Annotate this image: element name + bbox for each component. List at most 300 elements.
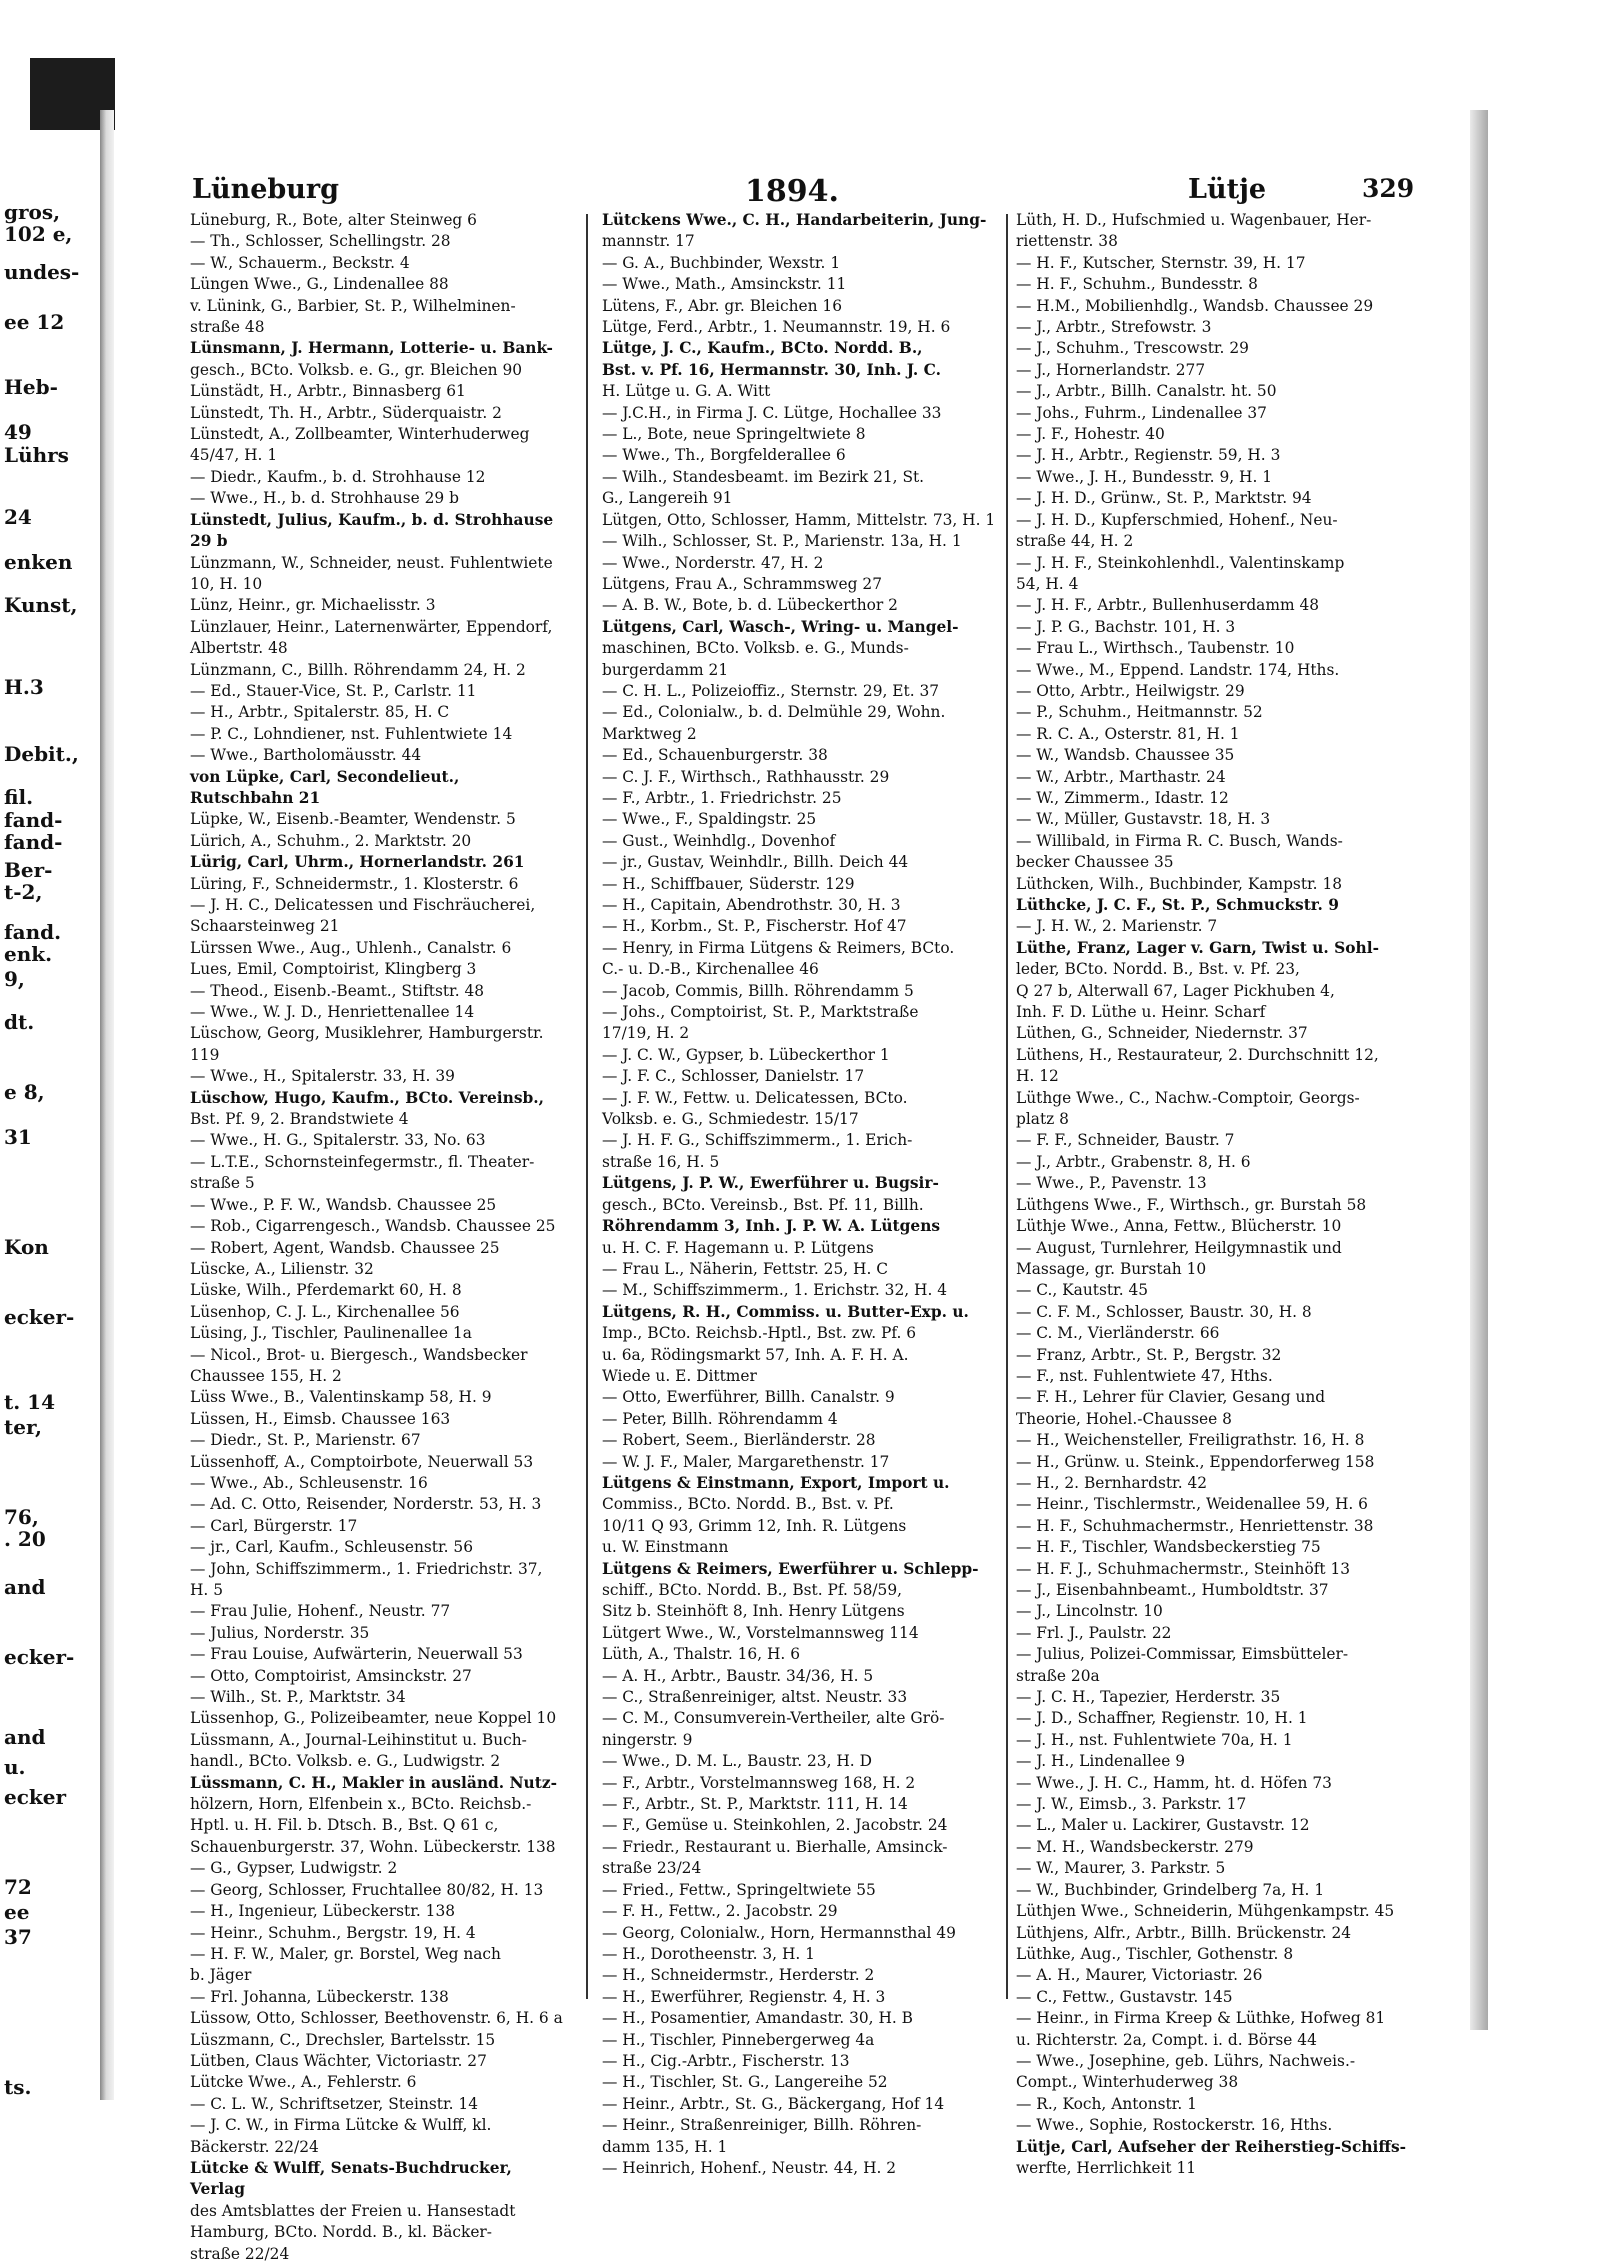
directory-entry: — H., Tischler, Pinnebergerweg 4a [602, 2030, 875, 2049]
directory-entry: schiff., BCto. Nordd. B., Bst. Pf. 58/59, [602, 1581, 903, 1599]
directory-entry: von Lüpke, Carl, Secondelieut., Rutschbahn 21 [190, 767, 460, 807]
directory-entry: — August, Turnlehrer, Heilgymnastik und [1016, 1238, 1342, 1257]
directory-entry: — J. H., Arbtr., Regienstr. 59, H. 3 [1016, 446, 1281, 465]
directory-entry: — Wwe., P., Pavenstr. 13 [1016, 1174, 1207, 1193]
facing-page-text: . 20 [4, 1527, 46, 1551]
facing-page-text: ee [4, 1900, 30, 1924]
facing-page-text: dt. [4, 1010, 35, 1034]
facing-page-text: Lührs [4, 443, 69, 467]
directory-entry: — J., Hornerlandstr. 277 [1016, 360, 1206, 379]
directory-entry: mannstr. 17 [602, 232, 695, 251]
directory-entry: — Heinr., Schuhm., Bergstr. 19, H. 4 [190, 1923, 476, 1942]
directory-entry: — Nicol., Brot- u. Biergesch., Wandsbecker [190, 1345, 528, 1364]
directory-entry: Lünstedt, A., Zollbeamter, Winterhuderweg [190, 425, 530, 444]
directory-entry: Lütgens, Frau A., Schrammsweg 27 [602, 574, 882, 593]
directory-entry: — F. F., Schneider, Baustr. 7 [1016, 1131, 1235, 1150]
directory-entry: — H. F., Tischler, Wandsbeckerstieg 75 [1016, 1538, 1321, 1557]
directory-entry: Lütgens, R. H., Commiss. u. Butter-Exp. u. [602, 1302, 969, 1321]
directory-entry: — Willibald, in Firma R. C. Busch, Wands- [1016, 831, 1343, 850]
directory-entry: Lüthcke, J. C. F., St. P., Schmuckstr. 9 [1016, 896, 1339, 914]
directory-entry: Lütckens Wwe., C. H., Handarbeiterin, Jung- [602, 211, 987, 229]
directory-entry: Lürig, Carl, Uhrm., Hornerlandstr. 261 [190, 853, 525, 872]
directory-entry: — H., Capitain, Abendrothstr. 30, H. 3 [602, 896, 901, 914]
directory-entry: — W. J. F., Maler, Margarethenstr. 17 [602, 1452, 890, 1471]
directory-entry: hölzern, Horn, Elfenbein x., BCto. Reichsb.- [190, 1795, 532, 1814]
page-number: 329 [1362, 174, 1415, 203]
directory-entry: — H., Arbtr., Spitalerstr. 85, H. C [190, 703, 450, 722]
directory-entry: — F., Gemüse u. Steinkohlen, 2. Jacobstr. 24 [602, 1816, 948, 1835]
directory-entry: — Theod., Eisenb.-Beamt., Stiftstr. 48 [190, 981, 485, 1000]
facing-page-text: fand- [4, 808, 63, 832]
directory-entry: — C. M., Vierländerstr. 66 [1016, 1324, 1220, 1343]
directory-entry: — Johs., Fuhrm., Lindenallee 37 [1016, 403, 1267, 422]
directory-entry: Chaussee 155, H. 2 [190, 1366, 342, 1385]
directory-entry: — J. C. W., Gypser, b. Lübeckerthor 1 [602, 1045, 890, 1064]
directory-entry: — Heinr., Arbtr., St. G., Bäckergang, Hof 14 [602, 2094, 945, 2113]
directory-entry: — H., Tischler, St. G., Langereihe 52 [602, 2073, 888, 2092]
directory-entry: — W., Buchbinder, Grindelberg 7a, H. 1 [1016, 1880, 1325, 1899]
facing-page-text: u. [4, 1755, 26, 1779]
directory-entry: Inh. F. D. Lüthe u. Heinr. Scharf [1016, 1003, 1266, 1022]
facing-page-text: ecker- [4, 1645, 75, 1669]
directory-entry: — F., Arbtr., Vorstelmannsweg 168, H. 2 [602, 1773, 916, 1792]
directory-entry: Lütgert Wwe., W., Vorstelmannsweg 114 [602, 1623, 919, 1642]
facing-page-text: 37 [4, 1925, 32, 1949]
directory-entry: — Otto, Comptoirist, Amsinckstr. 27 [190, 1666, 472, 1685]
directory-entry: — H., Ewerführer, Regienstr. 4, H. 3 [602, 1987, 886, 2006]
directory-entry: — Ad. C. Otto, Reisender, Norderstr. 53, H. 3 [190, 1495, 542, 1514]
directory-entry: — H., Schiffbauer, Süderstr. 129 [602, 874, 855, 893]
directory-entry: straße 44, H. 2 [1016, 532, 1134, 551]
directory-entry: — Wwe., J. H., Bundesstr. 9, H. 1 [1016, 467, 1273, 486]
directory-entry: — Wwe., Norderstr. 47, H. 2 [602, 553, 824, 572]
facing-page-text: Ber- [4, 858, 53, 882]
directory-entry: Albertstr. 48 [190, 639, 288, 658]
directory-entry: Bäckerstr. 22/24 [190, 2137, 319, 2156]
directory-entry: Lüthge Wwe., C., Nachw.-Comptoir, Georgs- [1016, 1088, 1360, 1107]
directory-entry: — J., Eisenbahnbeamt., Humboldtstr. 37 [1016, 1581, 1329, 1599]
directory-entry: — Wwe., F., Spaldingstr. 25 [602, 810, 817, 829]
facing-page-text: ee 12 [4, 310, 65, 334]
directory-entry: Lüssow, Otto, Schlosser, Beethovenstr. 6, H. 6 a [190, 2009, 563, 2028]
directory-entry: — Robert, Seem., Bierländerstr. 28 [602, 1431, 876, 1450]
directory-entry: — L., Maler u. Lackirer, Gustavstr. 12 [1016, 1816, 1310, 1835]
directory-entry: — Wwe., Ab., Schleusenstr. 16 [190, 1473, 428, 1492]
directory-entry: — Frau L., Näherin, Fettstr. 25, H. C [602, 1259, 889, 1278]
column-left [190, 210, 568, 2263]
directory-entry: straße 48 [190, 318, 265, 337]
directory-entry: — F., nst. Fuhlentwiete 47, Hths. [1016, 1366, 1273, 1385]
directory-entry: — John, Schiffszimmerm., 1. Friedrichstr. 37, [190, 1559, 543, 1578]
directory-entry: — H.M., Mobilienhdlg., Wandsb. Chaussee 29 [1016, 296, 1374, 315]
directory-entry: — J., Arbtr., Billh. Canalstr. ht. 50 [1016, 382, 1277, 401]
facing-page-text: ecker [4, 1785, 67, 1809]
directory-entry: — Heinr., Straßenreiniger, Billh. Röhren- [602, 2116, 922, 2135]
directory-entry: H. 5 [190, 1581, 223, 1599]
facing-page-text: Kunst, [4, 593, 78, 617]
directory-entry: G., Langereih 91 [602, 489, 733, 508]
directory-entry: straße 16, H. 5 [602, 1152, 720, 1171]
facing-page-text: 24 [4, 505, 32, 529]
directory-entry: — W., Wandsb. Chaussee 35 [1016, 746, 1235, 765]
running-head-right: Lütje [1188, 174, 1267, 205]
directory-entry: — J. H. C., Delicatessen und Fischräucherei, [190, 896, 536, 914]
directory-entry: Lüsenhop, C. J. L., Kirchenallee 56 [190, 1302, 460, 1321]
page-edge [1470, 110, 1488, 2030]
directory-entry: Bst. Pf. 9, 2. Brandstwiete 4 [190, 1110, 409, 1129]
facing-page-text: enk. [4, 942, 53, 966]
directory-entry: — J. H. F., Arbtr., Bullenhuserdamm 48 [1016, 596, 1320, 615]
directory-entry: — jr., Gustav, Weinhdlr., Billh. Deich 44 [602, 853, 909, 872]
directory-entry: 17/19, H. 2 [602, 1024, 690, 1043]
directory-entry: — Wwe., H. G., Spitalerstr. 33, No. 63 [190, 1131, 486, 1150]
facing-page-text: 102 e, [4, 222, 73, 246]
directory-entry: Lüthke, Aug., Tischler, Gothenstr. 8 [1016, 1944, 1294, 1963]
directory-entry: Lüthens, H., Restaurateur, 2. Durchschnitt 12, [1016, 1045, 1379, 1064]
directory-entry: — Wwe., Bartholomäusstr. 44 [190, 746, 422, 765]
facing-page-text: fand- [4, 830, 63, 854]
directory-entry: Lütcke Wwe., A., Fehlerstr. 6 [190, 2073, 417, 2092]
directory-entry: 10/11 Q 93, Grimm 12, Inh. R. Lütgens [602, 1516, 907, 1535]
directory-entry: — J. C. H., Tapezier, Herderstr. 35 [1016, 1688, 1281, 1707]
directory-entry: — J., Arbtr., Grabenstr. 8, H. 6 [1016, 1152, 1251, 1171]
directory-entry: Bst. v. Pf. 16, Hermannstr. 30, Inh. J. C. [602, 360, 941, 379]
directory-entry: — J. W., Eimsb., 3. Parkstr. 17 [1016, 1795, 1247, 1814]
directory-entry: — J. H. F. G., Schiffszimmerm., 1. Erich- [602, 1131, 913, 1150]
directory-entry: — H., Ingenieur, Lübeckerstr. 138 [190, 1902, 456, 1921]
facing-page-text: 72 [4, 1875, 32, 1899]
directory-entry: — C. M., Consumverein-Vertheiler, alte Grö- [602, 1709, 945, 1728]
directory-entry: — H. F., Schuhm., Bundesstr. 8 [1016, 275, 1258, 294]
directory-entry: Lütens, F., Abr. gr. Bleichen 16 [602, 296, 842, 315]
directory-entry: — H., Grünw. u. Steink., Eppendorferweg 158 [1016, 1452, 1375, 1471]
directory-entry: — J., Schuhm., Trescowstr. 29 [1016, 339, 1249, 358]
directory-entry: Sitz b. Steinhöft 8, Inh. Henry Lütgens [602, 1602, 905, 1621]
directory-entry: Lütje, Carl, Aufseher der Reiherstieg-Schiffs- [1016, 2137, 1407, 2156]
directory-entry: becker Chaussee 35 [1016, 853, 1174, 872]
directory-entry: — Otto, Ewerführer, Billh. Canalstr. 9 [602, 1388, 895, 1407]
directory-entry: — J. F. W., Fettw. u. Delicatessen, BCto. [602, 1088, 908, 1107]
directory-entry: — Heinr., Tischlermstr., Weidenallee 59, H. 6 [1016, 1495, 1368, 1514]
directory-entry: — H. F. W., Maler, gr. Borstel, Weg nach [190, 1944, 501, 1963]
directory-entry: Lüthgens Wwe., F., Wirthsch., gr. Burstah 58 [1016, 1195, 1367, 1214]
directory-entry: ningerstr. 9 [602, 1730, 693, 1749]
directory-entry: — A. H., Arbtr., Baustr. 34/36, H. 5 [602, 1666, 874, 1685]
directory-entry: Lütge, J. C., Kaufm., BCto. Nordd. B., [602, 339, 923, 358]
directory-entry: Lünstädt, H., Arbtr., Binnasberg 61 [190, 382, 466, 401]
directory-entry: — J.C.H., in Firma J. C. Lütge, Hochallee 33 [602, 403, 942, 422]
directory-entry: Lünz, Heinr., gr. Michaelisstr. 3 [190, 596, 436, 615]
directory-entry: — H. F., Schuhmachermstr., Henriettenstr. 38 [1016, 1516, 1374, 1535]
directory-entry: Lues, Emil, Comptoirist, Klingberg 3 [190, 960, 477, 979]
directory-entry: Hamburg, BCto. Nordd. B., kl. Bäcker- [190, 2223, 492, 2242]
directory-entry: Lüth, A., Thalstr. 16, H. 6 [602, 1645, 800, 1664]
facing-page-text: t. 14 [4, 1390, 55, 1414]
directory-entry: Volksb. e. G., Schmiedestr. 15/17 [602, 1110, 859, 1129]
book-gutter [100, 110, 114, 2100]
directory-entry: Commiss., BCto. Nordd. B., Bst. v. Pf. [602, 1495, 894, 1514]
facing-page-text: fand. [4, 920, 62, 944]
directory-entry: Lünstedt, Julius, Kaufm., b. d. Strohhause 29 b [190, 510, 554, 551]
directory-entry: — Wwe., M., Eppend. Landstr. 174, Hths. [1016, 660, 1340, 679]
directory-entry: Lütben, Claus Wächter, Victoriastr. 27 [190, 2051, 487, 2070]
directory-entry: Q 27 b, Alterwall 67, Lager Pickhuben 4, [1016, 981, 1335, 1000]
column-middle [602, 210, 998, 2177]
directory-entry: — Wilh., Schlosser, St. P., Marienstr. 13a, H. 1 [602, 532, 962, 551]
directory-entry: Lüsing, J., Tischler, Paulinenallee 1a [190, 1324, 472, 1343]
directory-entry: — H., 2. Bernhardstr. 42 [1016, 1473, 1208, 1492]
directory-entry: 10, H. 10 [190, 574, 263, 593]
directory-entry: Lürssen Wwe., Aug., Uhlenh., Canalstr. 6 [190, 938, 512, 957]
directory-entry: werfte, Herrlichkeit 11 [1016, 2158, 1197, 2177]
directory-entry: — Robert, Agent, Wandsb. Chaussee 25 [190, 1238, 500, 1257]
directory-entry: Lütge, Ferd., Arbtr., 1. Neumannstr. 19, H. 6 [602, 318, 951, 337]
directory-entry: — H., Korbm., St. P., Fischerstr. Hof 47 [602, 917, 907, 936]
facing-page-text: H.3 [4, 675, 44, 699]
directory-entry: — Wwe., Josephine, geb. Lührs, Nachweis.- [1016, 2051, 1356, 2070]
directory-entry: Lüneburg, R., Bote, alter Steinweg 6 [190, 211, 477, 229]
facing-page-text: fil. [4, 785, 34, 809]
directory-entry: — Frl. J., Paulstr. 22 [1016, 1623, 1172, 1642]
directory-entry: Röhrendamm 3, Inh. J. P. W. A. Lütgens [602, 1217, 941, 1236]
directory-entry: Wiede u. E. Dittmer [602, 1366, 757, 1385]
directory-entry: C.- u. D.-B., Kirchenallee 46 [602, 960, 819, 979]
directory-entry: — J. H. D., Grünw., St. P., Marktstr. 94 [1016, 489, 1312, 508]
directory-entry: Lünsmann, J. Hermann, Lotterie- u. Bank- [190, 339, 553, 358]
facing-page-text: ecker- [4, 1305, 75, 1329]
directory-entry: gesch., BCto. Vereinsb., Bst. Pf. 11, Billh. [602, 1195, 924, 1214]
page-header [190, 170, 1420, 214]
facing-page-text: ts. [4, 2075, 32, 2099]
directory-entry: — H. F., Kutscher, Sternstr. 39, H. 17 [1016, 253, 1306, 272]
facing-page-text: Heb- [4, 375, 58, 399]
directory-entry: Lüring, F., Schneidermstr., 1. Klosterstr. 6 [190, 874, 519, 893]
directory-entry: Lüssmann, C. H., Makler in ausländ. Nutz- [190, 1773, 557, 1792]
directory-entry: — Franz, Arbtr., St. P., Bergstr. 32 [1016, 1345, 1282, 1364]
directory-entry: — Georg, Schlosser, Fruchtallee 80/82, H. 13 [190, 1880, 544, 1899]
directory-entry: Lüss Wwe., B., Valentinskamp 58, H. 9 [190, 1388, 492, 1407]
directory-entry: — Frau Julie, Hohenf., Neustr. 77 [190, 1602, 451, 1621]
directory-entry: Compt., Winterhuderweg 38 [1016, 2073, 1239, 2092]
directory-entry: v. Lünink, G., Barbier, St. P., Wilhelminen- [190, 296, 516, 315]
directory-entry: — Wwe., D. M. L., Baustr. 23, H. D [602, 1752, 872, 1771]
directory-entry: — Georg, Colonialw., Horn, Hermannsthal 49 [602, 1923, 956, 1942]
directory-entry: — W., Schauerm., Beckstr. 4 [190, 253, 410, 272]
directory-entry: — R., Koch, Antonstr. 1 [1016, 2094, 1197, 2113]
directory-entry: — J. C. W., in Firma Lütcke & Wulff, kl. [190, 2116, 492, 2135]
directory-entry: u. H. C. F. Hagemann u. P. Lütgens [602, 1238, 874, 1257]
directory-entry: Theorie, Hohel.-Chaussee 8 [1016, 1409, 1232, 1428]
directory-entry: burgerdamm 21 [602, 660, 729, 679]
directory-entry: — J. H., Lindenallee 9 [1016, 1752, 1185, 1771]
column-right [1016, 210, 1420, 2177]
directory-entry: — Diedr., St. P., Marienstr. 67 [190, 1431, 421, 1450]
directory-entry: Lütgens & Reimers, Ewerführer u. Schlepp- [602, 1559, 979, 1578]
directory-entry: Lüthcken, Wilh., Buchbinder, Kampstr. 18 [1016, 874, 1343, 893]
directory-entry: — L.T.E., Schornsteinfegermstr., fl. Theater- [190, 1152, 535, 1171]
directory-entry: — J., Lincolnstr. 10 [1016, 1602, 1163, 1621]
directory-entry: — Julius, Polizei-Commissar, Eimsbütteler- [1016, 1645, 1349, 1664]
directory-entry: — C. H. L., Polizeioffiz., Sternstr. 29, Et. 37 [602, 681, 940, 700]
directory-entry: — jr., Carl, Kaufm., Schleusenstr. 56 [190, 1538, 474, 1557]
directory-entry: — J. H., nst. Fuhlentwiete 70a, H. 1 [1016, 1730, 1293, 1749]
running-head-left: Lüneburg [192, 174, 340, 205]
directory-entry: 54, H. 4 [1016, 574, 1079, 593]
directory-entry: — M., Schiffszimmerm., 1. Erichstr. 32, H. 4 [602, 1281, 948, 1300]
directory-entry: — A. H., Maurer, Victoriastr. 26 [1016, 1966, 1263, 1985]
directory-entry: H. 12 [1016, 1067, 1059, 1086]
directory-entry: H. Lütge u. G. A. Witt [602, 382, 771, 401]
directory-entry: — Frau L., Wirthsch., Taubenstr. 10 [1016, 639, 1295, 658]
directory-columns [190, 210, 1420, 2263]
directory-entry: — Jacob, Commis, Billh. Röhrendamm 5 [602, 981, 914, 1000]
directory-entry: — H., Cig.-Arbtr., Fischerstr. 13 [602, 2051, 850, 2070]
facing-page-text: t-2, [4, 880, 43, 904]
directory-entry: Lütgens & Einstmann, Export, Import u. [602, 1473, 950, 1492]
directory-entry: — J. H. D., Kupferschmied, Hohenf., Neu- [1016, 510, 1338, 529]
directory-entry: Lüssen, H., Eimsb. Chaussee 163 [190, 1409, 451, 1428]
directory-entry: — C., Fettw., Gustavstr. 145 [1016, 1987, 1233, 2006]
directory-entry: 45/47, H. 1 [190, 446, 278, 465]
directory-entry: — Rob., Cigarrengesch., Wandsb. Chaussee 25 [190, 1217, 556, 1236]
directory-entry: riettenstr. 38 [1016, 232, 1118, 251]
directory-entry: maschinen, BCto. Volksb. e. G., Munds- [602, 639, 909, 658]
directory-entry: Lüthen, G., Schneider, Niedernstr. 37 [1016, 1024, 1308, 1043]
directory-entry: Lütgens, Carl, Wasch-, Wring- u. Mangel- [602, 617, 959, 636]
directory-entry: Lüscke, A., Lilienstr. 32 [190, 1259, 374, 1278]
facing-page-text: 31 [4, 1125, 32, 1149]
directory-entry: leder, BCto. Nordd. B., Bst. v. Pf. 23, [1016, 960, 1300, 979]
directory-entry: — R. C. A., Osterstr. 81, H. 1 [1016, 724, 1240, 743]
directory-entry: — J. D., Schaffner, Regienstr. 10, H. 1 [1016, 1709, 1308, 1728]
directory-entry: damm 135, H. 1 [602, 2137, 728, 2156]
directory-entry: Lüssenhop, G., Polizeibeamter, neue Koppel 10 [190, 1709, 557, 1728]
facing-page-text: Debit., [4, 742, 79, 766]
scan-margin [0, 0, 1600, 56]
directory-entry: — Peter, Billh. Röhrendamm 4 [602, 1409, 838, 1428]
directory-entry: — Wwe., W. J. D., Henriettenallee 14 [190, 1003, 475, 1022]
directory-entry: — C., Straßenreiniger, altst. Neustr. 33 [602, 1688, 908, 1707]
directory-entry: — Ed., Stauer-Vice, St. P., Carlstr. 11 [190, 681, 477, 700]
directory-entry: straße 20a [1016, 1666, 1100, 1685]
directory-entry: — Johs., Comptoirist, St. P., Marktstraße [602, 1003, 919, 1022]
directory-entry: — F. H., Lehrer für Clavier, Gesang und [1016, 1388, 1326, 1407]
directory-entry: Lüthjen Wwe., Schneiderin, Mühgenkampstr. 45 [1016, 1902, 1395, 1921]
directory-entry: — L., Bote, neue Springeltwiete 8 [602, 425, 866, 444]
facing-page-text: 9, [4, 967, 25, 991]
directory-entry: Lünstedt, Th. H., Arbtr., Süderquaistr. 2 [190, 403, 502, 422]
directory-entry: gesch., BCto. Volksb. e. G., gr. Bleichen 90 [190, 360, 523, 379]
directory-entry: u. Richterstr. 2a, Compt. i. d. Börse 44 [1016, 2030, 1317, 2049]
directory-entry: — W., Arbtr., Marthastr. 24 [1016, 767, 1226, 786]
directory-entry: — Wwe., P. F. W., Wandsb. Chaussee 25 [190, 1195, 497, 1214]
directory-entry: handl., BCto. Volksb. e. G., Ludwigstr. 2 [190, 1752, 501, 1771]
directory-entry: platz 8 [1016, 1110, 1069, 1129]
directory-entry: Lüszmann, C., Drechsler, Bartelsstr. 15 [190, 2030, 496, 2049]
directory-entry: — Wwe., H., b. d. Strohhause 29 b [190, 489, 459, 508]
directory-entry: — J. F., Hohestr. 40 [1016, 425, 1165, 444]
directory-entry: b. Jäger [190, 1966, 252, 1985]
directory-entry: — J. H. W., 2. Marienstr. 7 [1016, 917, 1218, 936]
directory-entry: Lüthje Wwe., Anna, Fettw., Blücherstr. 10 [1016, 1217, 1342, 1236]
directory-entry: u. W. Einstmann [602, 1538, 729, 1557]
facing-page-text: undes- [4, 260, 80, 284]
directory-entry: straße 23/24 [602, 1859, 702, 1878]
directory-entry: — C., Kautstr. 45 [1016, 1281, 1149, 1300]
directory-entry: des Amtsblattes der Freien u. Hansestadt [190, 2201, 516, 2220]
directory-entry: — W., Maurer, 3. Parkstr. 5 [1016, 1859, 1226, 1878]
directory-entry: — H., Dorotheenstr. 3, H. 1 [602, 1944, 815, 1963]
directory-entry: — C. F. M., Schlosser, Baustr. 30, H. 8 [1016, 1302, 1312, 1321]
directory-entry: — H., Posamentier, Amandastr. 30, H. B [602, 2009, 913, 2028]
directory-entry: straße 22/24 [190, 2244, 290, 2263]
directory-entry: — Diedr., Kaufm., b. d. Strohhause 12 [190, 467, 486, 486]
directory-entry: — J. P. G., Bachstr. 101, H. 3 [1016, 617, 1236, 636]
directory-page [190, 170, 1420, 2263]
directory-entry: — G. A., Buchbinder, Wexstr. 1 [602, 253, 841, 272]
directory-entry: Lüssmann, A., Journal-Leihinstitut u. Buch- [190, 1730, 527, 1749]
directory-entry: — Wwe., Sophie, Rostockerstr. 16, Hths. [1016, 2116, 1333, 2135]
directory-entry: Lüthe, Franz, Lager v. Garn, Twist u. Sohl- [1016, 938, 1379, 957]
facing-page-text: and [4, 1575, 46, 1599]
directory-entry: — Gust., Weinhdlg., Dovenhof [602, 831, 836, 850]
directory-entry: Lüschow, Georg, Musiklehrer, Hamburgerstr. 119 [190, 1024, 544, 1064]
directory-entry: Lütgen, Otto, Schlosser, Hamm, Mittelstr. 73, H. 1 [602, 510, 996, 529]
facing-page-text: ter, [4, 1415, 43, 1439]
directory-entry: Lüske, Wilh., Pferdemarkt 60, H. 8 [190, 1281, 462, 1300]
directory-entry: — Fried., Fettw., Springeltwiete 55 [602, 1880, 876, 1899]
directory-entry: — Heinr., in Firma Kreep & Lüthke, Hofweg 81 [1016, 2009, 1386, 2028]
directory-entry: Imp., BCto. Reichsb.-Hptl., Bst. zw. Pf. 6 [602, 1324, 917, 1343]
directory-entry: Lüthjens, Alfr., Arbtr., Billh. Brückenstr. 24 [1016, 1923, 1352, 1942]
directory-entry: — Th., Schlosser, Schellingstr. 28 [190, 232, 451, 251]
directory-entry: Lüngen Wwe., G., Lindenallee 88 [190, 275, 449, 294]
directory-entry: — C. J. F., Wirthsch., Rathhausstr. 29 [602, 767, 890, 786]
facing-page-fragment [0, 130, 100, 2140]
directory-entry: Lüschow, Hugo, Kaufm., BCto. Vereinsb., [190, 1088, 544, 1107]
directory-entry: — Wilh., Standesbeamt. im Bezirk 21, St. [602, 467, 925, 486]
facing-page-text: e 8, [4, 1080, 45, 1104]
directory-entry: Marktweg 2 [602, 724, 697, 743]
directory-entry: — W., Müller, Gustavstr. 18, H. 3 [1016, 810, 1271, 829]
directory-entry: — A. B. W., Bote, b. d. Lübeckerthor 2 [602, 596, 898, 615]
directory-entry: Lüpke, W., Eisenb.-Beamter, Wendenstr. 5 [190, 810, 516, 829]
directory-entry: Lütcke & Wulff, Senats-Buchdrucker, Verlag [190, 2158, 512, 2199]
facing-page-text: 76, [4, 1505, 39, 1529]
directory-entry: — Heinrich, Hohenf., Neustr. 44, H. 2 [602, 2158, 897, 2177]
directory-entry: Lünzmann, W., Schneider, neust. Fuhlentwiete [190, 553, 553, 572]
facing-page-text: Kon [4, 1235, 49, 1259]
directory-entry: — Carl, Bürgerstr. 17 [190, 1516, 358, 1535]
year: 1894. [745, 174, 839, 209]
directory-entry: — P. C., Lohndiener, nst. Fuhlentwiete 14 [190, 724, 513, 743]
facing-page-text: 49 [4, 420, 32, 444]
directory-entry: straße 5 [190, 1174, 255, 1193]
directory-entry: — Henry, in Firma Lütgens & Reimers, BCto. [602, 938, 955, 957]
directory-entry: — F., Arbtr., St. P., Marktstr. 111, H. 14 [602, 1795, 908, 1814]
directory-entry: — W., Zimmerm., Idastr. 12 [1016, 788, 1229, 807]
directory-entry: Lütgens, J. P. W., Ewerführer u. Bugsir- [602, 1174, 939, 1193]
directory-entry: — Wwe., J. H. C., Hamm, ht. d. Höfen 73 [1016, 1773, 1332, 1792]
directory-entry: — H. F. J., Schuhmachermstr., Steinhöft 13 [1016, 1559, 1351, 1578]
directory-entry: Lüth, H. D., Hufschmied u. Wagenbauer, Her- [1016, 211, 1372, 229]
directory-entry: Hptl. u. H. Fil. b. Dtsch. B., Bst. Q 61 c, [190, 1816, 499, 1835]
directory-entry: — J. F. C., Schlosser, Danielstr. 17 [602, 1067, 865, 1086]
directory-entry: — Otto, Arbtr., Heilwigstr. 29 [1016, 681, 1245, 700]
directory-entry: — J., Arbtr., Strefowstr. 3 [1016, 318, 1212, 337]
directory-entry: u. 6a, Rödingsmarkt 57, Inh. A. F. H. A. [602, 1345, 909, 1364]
directory-entry: — Frl. Johanna, Lübeckerstr. 138 [190, 1987, 449, 2006]
